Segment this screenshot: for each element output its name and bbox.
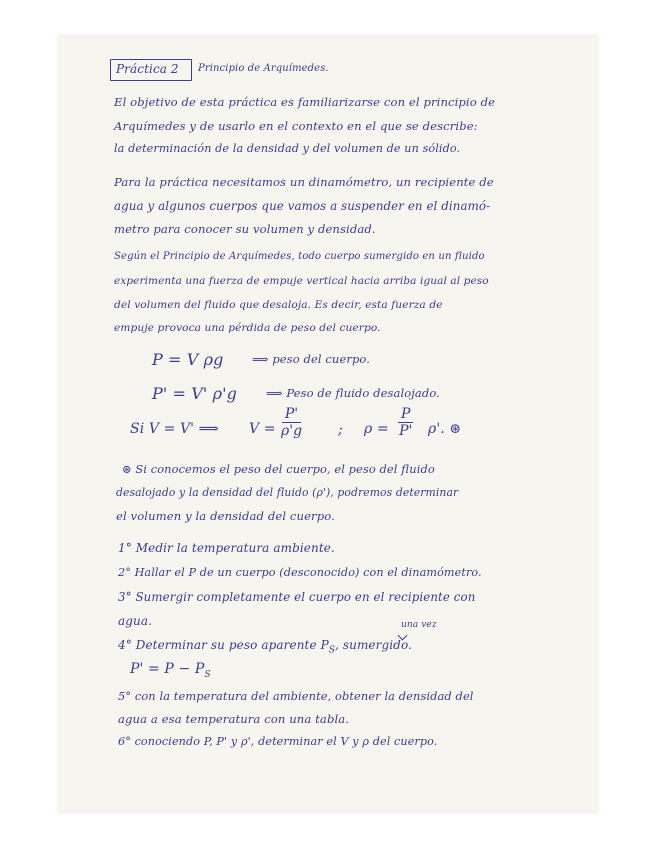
- equation-weight-fluid: P' = V' ρ'g: [152, 384, 237, 403]
- intro-line-1: El objetivo de esta práctica es familiarizarse con el principio de: [114, 95, 496, 109]
- fraction-density-numerator: P: [398, 407, 413, 423]
- step-3-line-2: agua.: [118, 614, 153, 628]
- materials-line-2: agua y algunos cuerpos que vamos a suspender en el dinamó-: [114, 199, 491, 213]
- fraction-volume-denominator: ρ'g: [281, 423, 303, 439]
- step-6: 6° conociendo P, P' y ρ', determinar el V y ρ del cuerpo.: [118, 735, 438, 748]
- principle-line-4: empuje provoca una pérdida de peso del cuerpo.: [114, 322, 381, 334]
- practice-title: Principio de Arquímedes.: [198, 63, 329, 74]
- materials-line-1: Para la práctica necesitamos un dinamómetro, un recipiente de: [114, 175, 494, 189]
- equation-density-tail: ρ'. ⊛: [428, 421, 462, 437]
- intro-line-3: la determinación de la densidad y del volumen de un sólido.: [114, 142, 461, 155]
- equation-weight-body: P = V ρg: [152, 350, 224, 369]
- materials-line-3: metro para conocer su volumen y densidad.: [114, 222, 376, 236]
- apparent-weight-symbol: P: [320, 638, 329, 652]
- principle-line-1: Según el Principio de Arquímedes, todo cuerpo sumergido en un fluido: [114, 251, 485, 262]
- step-1: 1° Medir la temperatura ambiente.: [118, 541, 335, 555]
- step-2: 2° Hallar el P de un cuerpo (desconocido) con el dinamómetro.: [118, 566, 482, 579]
- step-4-text: 4° Determinar su peso aparente: [118, 638, 317, 652]
- apparent-weight-equation-subscript: S: [204, 669, 211, 680]
- fraction-density-denominator: P': [399, 423, 413, 439]
- note-line-2: desalojado y la densidad del fluido (ρ'), podremos determinar: [116, 486, 459, 499]
- equation-volume-condition: Si V = V' ⟹: [130, 421, 219, 437]
- practice-label: Práctica 2: [116, 62, 179, 76]
- fraction-volume: [281, 407, 302, 439]
- note-line-1: ⊛ Si conocemos el peso del cuerpo, el peso del fluido: [122, 462, 435, 476]
- step-4-insertion: una vez: [401, 620, 437, 630]
- apparent-weight-equation: [130, 661, 211, 680]
- step-5-line-2: agua a esa temperatura con una tabla.: [118, 712, 350, 726]
- fraction-density: [398, 407, 413, 439]
- equation-density-label: ρ =: [364, 421, 389, 437]
- step-4: [118, 638, 412, 655]
- apparent-weight-equation-text: P' = P − P: [130, 661, 205, 677]
- equation-separator: ;: [338, 422, 343, 438]
- equation-weight-fluid-desc: ⟹ Peso de fluido desalojado.: [266, 386, 440, 400]
- apparent-weight-subscript: S: [328, 645, 336, 656]
- intro-line-2: Arquímedes y de usarlo en el contexto en el que se describe:: [114, 119, 478, 133]
- principle-line-3: del volumen del fluido que desaloja. Es decir, esta fuerza de: [114, 299, 443, 311]
- step-4-tail: , sumergido.: [335, 638, 412, 652]
- step-5-line-1: 5° con la temperatura del ambiente, obtener la densidad del: [118, 689, 474, 703]
- fraction-volume-numerator: P': [282, 407, 301, 423]
- equation-volume-label: V =: [249, 421, 276, 437]
- note-line-3: el volumen y la densidad del cuerpo.: [116, 509, 335, 523]
- step-3-line-1: 3° Sumergir completamente el cuerpo en el recipiente con: [118, 590, 476, 604]
- principle-line-2: experimenta una fuerza de empuje vertical hacia arriba igual al peso: [114, 275, 489, 287]
- equation-weight-body-desc: ⟹ peso del cuerpo.: [252, 352, 370, 366]
